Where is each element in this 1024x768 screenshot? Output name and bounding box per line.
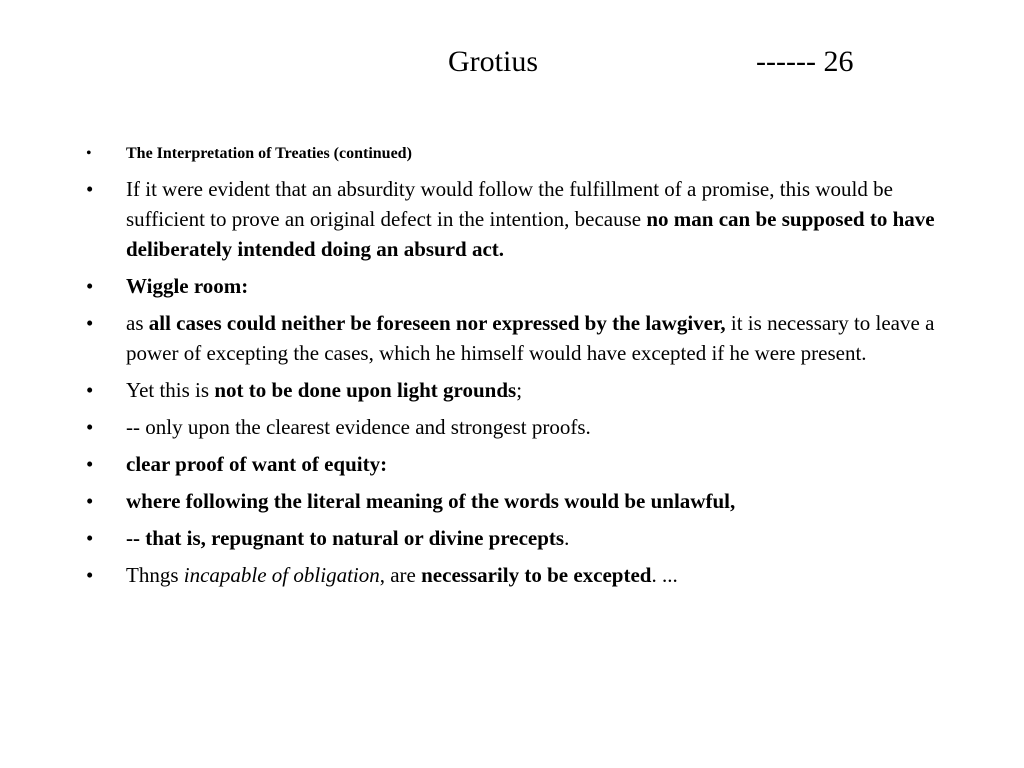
bullet-item (86, 375, 966, 405)
bullet-text-segment: not to be done upon light grounds (214, 378, 517, 402)
bullet-marker: • (86, 311, 94, 335)
bullet-marker: • (86, 415, 94, 439)
bullet-text-segment: it is necessary to leave a power of excepting the cases, which he himself would have excepted if he were present. (126, 311, 935, 365)
bullet-item (86, 271, 966, 301)
bullet-marker: • (86, 489, 94, 513)
bullet-item (86, 142, 966, 166)
bullet-text (126, 489, 735, 513)
bullet-text-segment: . (564, 526, 570, 550)
bullet-text-segment: -- that is, repugnant to natural or divine precepts (126, 526, 565, 550)
bullet-text (126, 145, 412, 162)
bullet-text-segment: Thngs (126, 563, 184, 587)
bullet-marker: • (86, 526, 94, 550)
bullet-text (126, 563, 678, 587)
bullet-text-segment: Yet this is (126, 378, 215, 402)
title-text: Grotius (448, 45, 538, 78)
bullet-item (86, 523, 966, 553)
bullet-text-segment: The Interpretation of Treaties (continued) (126, 145, 412, 162)
bullet-text-segment: as (126, 311, 149, 335)
bullet-text-segment: no man can be supposed to have deliberately intended doing an absurd act. (126, 207, 935, 261)
bullet-text-segment: all cases could neither be foreseen nor expressed by the lawgiver, (148, 311, 726, 335)
bullet-text-segment: clear proof of want of equity: (126, 452, 388, 476)
bullet-marker: • (86, 563, 94, 587)
bullet-list (86, 142, 966, 597)
bullet-item (86, 174, 966, 264)
bullet-text-segment: where following the literal meaning of the words would be unlawful, (126, 489, 736, 513)
bullet-item (86, 449, 966, 479)
slide-title (0, 42, 1024, 82)
bullet-text (126, 526, 569, 550)
bullet-item (86, 486, 966, 516)
bullet-marker: • (86, 452, 94, 476)
bullet-text (126, 452, 387, 476)
bullet-text-segment: -- only upon the clearest evidence and strongest proofs. (126, 415, 591, 439)
bullet-item (86, 308, 966, 368)
bullet-text (126, 378, 522, 402)
bullet-text-segment: . ... (651, 563, 678, 587)
bullet-marker: • (86, 177, 94, 201)
bullet-text-segment: incapable of obligation (183, 563, 380, 587)
bullet-text (126, 177, 935, 261)
bullet-text-segment: , are (379, 563, 422, 587)
bullet-marker: • (86, 274, 94, 298)
bullet-text-segment: ; (516, 378, 523, 402)
bullet-text (126, 311, 934, 365)
bullet-text-segment: If it were evident that an absurdity would follow the fulfillment of a promise, this would be sufficient to prove an original defect in the intention, because (126, 177, 893, 231)
bullet-item (86, 412, 966, 442)
bullet-marker: • (86, 378, 94, 402)
bullet-item (86, 560, 966, 590)
bullet-marker: • (86, 145, 92, 162)
bullet-text-segment: necessarily to be excepted (421, 563, 652, 587)
bullet-text (126, 274, 248, 298)
bullet-text-segment: Wiggle room: (126, 274, 249, 298)
title-page-number: ------ 26 (756, 45, 854, 78)
bullet-text (126, 415, 591, 439)
